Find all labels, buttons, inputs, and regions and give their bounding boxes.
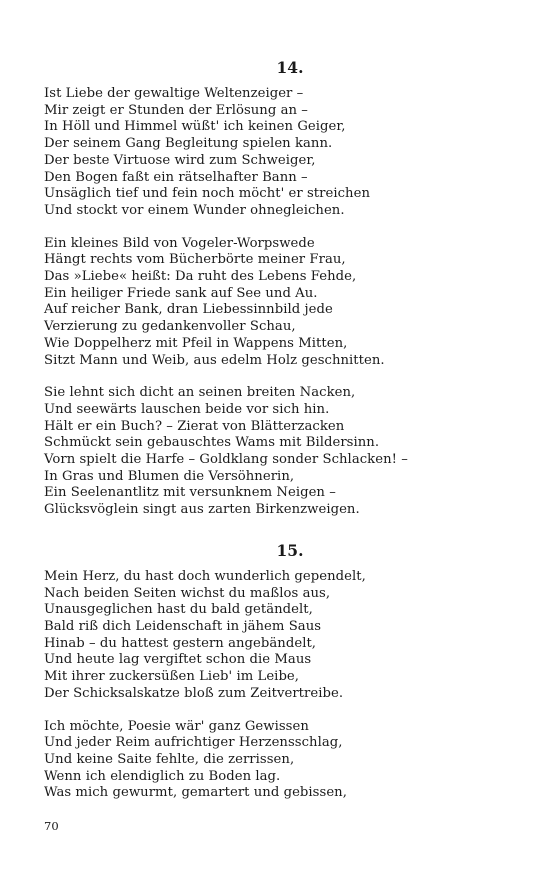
verse-line: Und heute lag vergiftet schon die Maus (44, 652, 312, 668)
stanza (44, 236, 514, 370)
verse-line: Mir zeigt er Stunden der Erlösung an – (44, 102, 308, 118)
book-page (44, 58, 514, 818)
poem-15 (44, 541, 514, 802)
verse-line: Hinab – du hattest gestern angebändelt, (44, 635, 317, 651)
verse-line: Hängt rechts vom Bücherbörte meiner Frau, (44, 252, 346, 268)
verse-line: Das »Liebe« heißt: Da ruht des Lebens Fehde, (44, 269, 357, 285)
verse-line: Mit ihrer zuckersüßen Lieb' im Leibe, (44, 669, 300, 685)
verse-line: Ein heiliger Friede sank auf See und Au. (44, 285, 318, 301)
verse-line: Ich möchte, Poesie wär' ganz Gewissen (44, 718, 309, 734)
verse-line: Ein Seelenantlitz mit versunknem Neigen – (44, 485, 336, 501)
stanza (44, 569, 514, 703)
verse-line: Und keine Saite fehlte, die zerrissen, (44, 751, 295, 767)
verse-line: Den Bogen faßt ein rätselhafter Bann – (44, 169, 308, 185)
poem-number: 15. (276, 540, 304, 560)
verse-line: Vorn spielt die Harfe – Goldklang sonder Schlacken! – (44, 452, 408, 468)
poem-number: 14. (276, 58, 304, 77)
verse-line: Schmückt sein gebauschtes Wams mit Bildersinn. (44, 435, 380, 451)
stanza (44, 385, 514, 519)
stanza (44, 719, 514, 803)
verse-line: Ist Liebe der gewaltige Weltenzeiger – (44, 86, 304, 101)
verse-line: Unausgeglichen hast du bald getändelt, (44, 602, 313, 618)
verse-line: Glücksvöglein singt aus zarten Birkenzweigen. (44, 502, 360, 518)
verse-line: Und jeder Reim aufrichtiger Herzensschlag, (44, 735, 343, 751)
verse-line: Bald riß dich Leidenschaft in jähem Saus (44, 618, 322, 634)
verse-line: In Gras und Blumen die Versöhnerin, (44, 468, 295, 484)
verse-line: Unsäglich tief und fein noch möcht' er streichen (44, 186, 371, 202)
verse-line: Und stockt vor einem Wunder ohnegleichen. (44, 202, 345, 218)
verse-line: Wenn ich elendiglich zu Boden lag. (44, 768, 281, 784)
verse-line: Nach beiden Seiten wichst du maßlos aus, (44, 585, 331, 601)
verse-line: Der seinem Gang Begleitung spielen kann. (44, 136, 333, 152)
verse-line: Wie Doppelherz mit Pfeil in Wappens Mitten, (44, 335, 348, 351)
verse-line: Sie lehnt sich dicht an seinen breiten Nacken, (44, 385, 356, 401)
verse-line: Verzierung zu gedankenvoller Schau, (44, 319, 296, 335)
verse-line: Der beste Virtuose wird zum Schweiger, (44, 152, 316, 168)
verse-line: Mein Herz, du hast doch wunderlich gependelt, (44, 568, 366, 584)
verse-line: Auf reicher Bank, dran Liebessinnbild jede (44, 302, 333, 318)
page-number: 70 (44, 819, 59, 833)
verse-line: Und seewärts lauschen beide vor sich hin. (44, 401, 330, 417)
verse-line: Ein kleines Bild von Vogeler-Worpswede (44, 235, 315, 251)
verse-line: Hält er ein Buch? – Zierat von Blätterzacken (44, 418, 345, 434)
stanza (44, 86, 514, 220)
verse-line: Der Schicksalskatze bloß zum Zeitvertreibe. (44, 685, 344, 701)
verse-line: Was mich gewurmt, gemartert und gebissen, (44, 785, 347, 801)
verse-line: Sitzt Mann und Weib, aus edelm Holz geschnitten. (44, 352, 385, 368)
poem-14 (44, 58, 514, 519)
verse-line: In Höll und Himmel wüßt' ich keinen Geiger, (44, 119, 346, 135)
